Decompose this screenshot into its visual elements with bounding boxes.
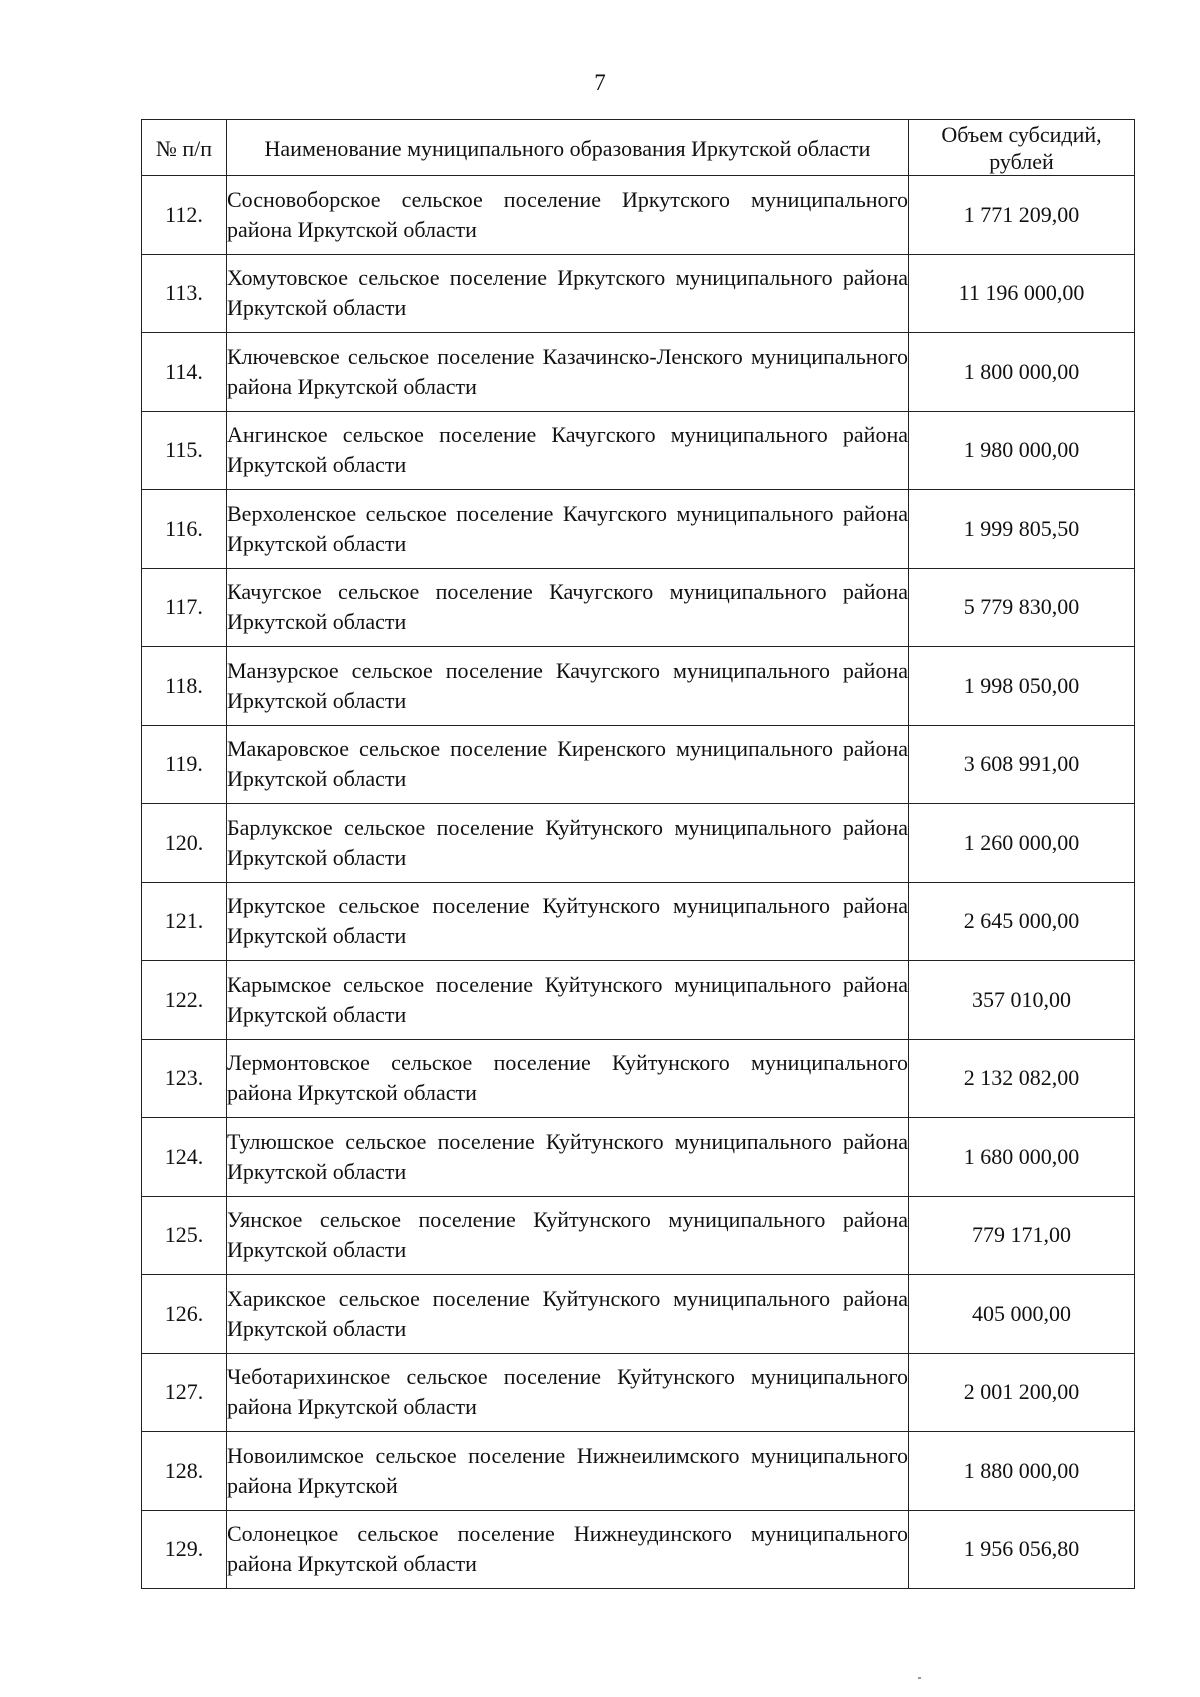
table-row	[142, 1510, 1135, 1589]
table-row	[142, 961, 1135, 1040]
row-amount: 1 998 050,00	[909, 647, 1135, 726]
row-name: Макаровское сельское поселение Киренского муниципального района Иркутской области	[227, 725, 909, 804]
row-amount: 357 010,00	[909, 961, 1135, 1040]
table-row	[142, 725, 1135, 804]
row-num: 123.	[142, 1039, 227, 1118]
row-num: 113.	[142, 254, 227, 333]
row-num: 112.	[142, 176, 227, 255]
table-row	[142, 176, 1135, 255]
row-amount: 1 880 000,00	[909, 1432, 1135, 1511]
row-name: Чеботарихинское сельское поселение Куйтунского муниципального района Иркутской области	[227, 1353, 909, 1432]
scan-speck	[918, 1677, 921, 1679]
row-amount: 1 260 000,00	[909, 804, 1135, 883]
table-row	[142, 804, 1135, 883]
row-num: 124.	[142, 1118, 227, 1197]
row-num: 122.	[142, 961, 227, 1040]
row-name: Верхоленское сельское поселение Качугского муниципального района Иркутской области	[227, 490, 909, 569]
table-row	[142, 333, 1135, 412]
row-num: 118.	[142, 647, 227, 726]
table-header-row	[142, 120, 1135, 176]
row-amount: 1 800 000,00	[909, 333, 1135, 412]
row-num: 125.	[142, 1196, 227, 1275]
row-num: 117.	[142, 568, 227, 647]
table-row	[142, 568, 1135, 647]
header-num: № п/п	[142, 120, 227, 176]
table-row	[142, 1039, 1135, 1118]
row-num: 127.	[142, 1353, 227, 1432]
row-amount: 1 771 209,00	[909, 176, 1135, 255]
row-amount: 405 000,00	[909, 1275, 1135, 1354]
row-name: Хомутовское сельское поселение Иркутского муниципального района Иркутской области	[227, 254, 909, 333]
row-name: Ключевское сельское поселение Казачинско-Ленского муниципального района Иркутской области	[227, 333, 909, 412]
row-name: Ангинское сельское поселение Качугского муниципального района Иркутской области	[227, 411, 909, 490]
table-row	[142, 254, 1135, 333]
row-num: 114.	[142, 333, 227, 412]
table-row	[142, 1432, 1135, 1511]
row-num: 120.	[142, 804, 227, 883]
row-amount: 1 999 805,50	[909, 490, 1135, 569]
table-row	[142, 647, 1135, 726]
row-num: 121.	[142, 882, 227, 961]
row-amount: 779 171,00	[909, 1196, 1135, 1275]
row-name: Уянское сельское поселение Куйтунского муниципального района Иркутской области	[227, 1196, 909, 1275]
table-row	[142, 1275, 1135, 1354]
row-num: 128.	[142, 1432, 227, 1511]
row-num: 129.	[142, 1510, 227, 1589]
row-amount: 2 132 082,00	[909, 1039, 1135, 1118]
row-amount: 2 001 200,00	[909, 1353, 1135, 1432]
row-name: Сосновоборское сельское поселение Иркутского муниципального района Иркутской области	[227, 176, 909, 255]
table-row	[142, 882, 1135, 961]
table-row	[142, 1118, 1135, 1197]
row-amount: 11 196 000,00	[909, 254, 1135, 333]
header-amount: Объем субсидий, рублей	[909, 120, 1135, 176]
row-amount: 1 680 000,00	[909, 1118, 1135, 1197]
row-num: 115.	[142, 411, 227, 490]
table-row	[142, 490, 1135, 569]
table-row	[142, 1196, 1135, 1275]
row-name: Харикское сельское поселение Куйтунского муниципального района Иркутской области	[227, 1275, 909, 1354]
row-num: 126.	[142, 1275, 227, 1354]
row-num: 116.	[142, 490, 227, 569]
table-row	[142, 411, 1135, 490]
row-name: Иркутское сельское поселение Куйтунского муниципального района Иркутской области	[227, 882, 909, 961]
row-name: Новоилимское сельское поселение Нижнеилимского муниципального района Иркутской	[227, 1432, 909, 1511]
row-num: 119.	[142, 725, 227, 804]
page-number: 7	[594, 70, 606, 95]
header-name: Наименование муниципального образования Иркутской области	[227, 120, 909, 176]
row-name: Тулюшское сельское поселение Куйтунского муниципального района Иркутской области	[227, 1118, 909, 1197]
row-name: Карымское сельское поселение Куйтунского муниципального района Иркутской области	[227, 961, 909, 1040]
table-row	[142, 1353, 1135, 1432]
row-amount: 3 608 991,00	[909, 725, 1135, 804]
row-amount: 1 980 000,00	[909, 411, 1135, 490]
subsidy-table	[141, 119, 1135, 1589]
row-name: Манзурское сельское поселение Качугского муниципального района Иркутской области	[227, 647, 909, 726]
row-name: Барлукское сельское поселение Куйтунского муниципального района Иркутской области	[227, 804, 909, 883]
row-amount: 1 956 056,80	[909, 1510, 1135, 1589]
row-name: Лермонтовское сельское поселение Куйтунского муниципального района Иркутской области	[227, 1039, 909, 1118]
row-name: Солонецкое сельское поселение Нижнеудинского муниципального района Иркутской области	[227, 1510, 909, 1589]
row-amount: 5 779 830,00	[909, 568, 1135, 647]
row-amount: 2 645 000,00	[909, 882, 1135, 961]
row-name: Качугское сельское поселение Качугского муниципального района Иркутской области	[227, 568, 909, 647]
